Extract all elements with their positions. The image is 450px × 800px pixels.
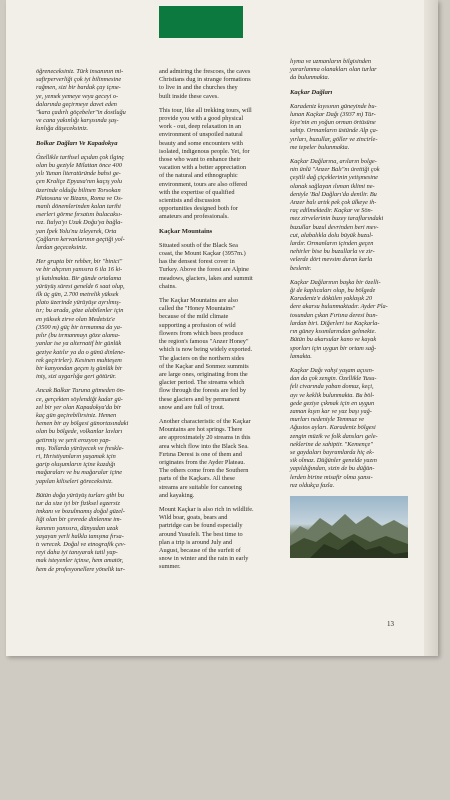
section-heading: Kaçkar Mountains: [159, 227, 213, 235]
paragraph: Ancak Balkar Turuna gitmeden ön- ce, gerçekten söylendiği kadar gü- zel bir yer olan Kapadokya'da bir kaç gün geçirebilirsiniz. Hemen hemen bir ay bölgesi günortasındaki olan bu bölgede, volkanlar lavları getirmiş ve şerit erozyon yap- mış. Yollarda yürüyecek ve freskle- ri, Hıristiyanların yaşamak için garip oluşumların içine kazdığı mağaraları ve bu mağaralar içine yapılan kiliseleri göreceksiniz.: [36, 387, 129, 485]
mountain-landscape-photo: [290, 496, 408, 558]
section-heading: Kaçkar Dağları: [290, 88, 333, 96]
page-number: 13: [387, 620, 394, 628]
paragraph: Mount Kaçkar is also rich in wildlife. Wild boar, goats, bears and partridge can be found especially around Yusufeli. The best time to plan a trip is around July and August, because of the surfeit of snow in winter and the rain in early summer.: [159, 505, 254, 571]
english-column: [159, 68, 277, 578]
paragraph: Her grupta bir rehber, bir "binici" ve bir ahçının yanısıra 6 ila 16 ki- şi katılmakta. Bir günde ortalama yürüyüş süresi genelde 6 saat olup, ilk üç gün, 2.700 metrelik yüksek plato üzerinde yürüyüşe ayrılmış- tır; bu arada, göze alabilenler için en yüksek zirve olan Medetsiz'e (3500 m) güç bir tırmanma da ya- pılır (bu tırmanmayı göze alama- yanlar ise ya alternatif bir günlük geziye katılır ya da o günü dinlene- rek geçirirler). Kesinen muhteşem bir kanyondan geçen iş günlük bir iniş, sizi uygarlığa geri götürür.: [36, 258, 126, 381]
page-edge: [424, 0, 438, 656]
paragraph: Karadeniz kıyısının güneyinde bu- lunan Kaçkar Dağı (3937 m) Tür- kiye'nin en yoğun orman örtüsüne sahip. Ormanların üstünde Alp ça- yırları, buzullar, göller ve zincirle- me tepeler bulunmakta.: [290, 102, 378, 151]
turkish-column-right: [290, 58, 408, 558]
paragraph: This tour, like all trekking tours, will provide you with a good physical work - out, deep relaxation in an environment of unspoiled natural beauty and some encounters with isolated, indigenous people. Yet, for those who want to enhance their vacation with a better appreciation of the natural and ethnographic environment, tours are also offered with the expertise of qualified scientists and discussion opportunities designed both for amateurs and professionals.: [159, 106, 252, 221]
paragraph: Kaçkar Dağlarına, arıların bolge- nin ünlü "Anzer Balı"nı ürettiği çok çeşitli dağ çiçeklerinin yetişmesine olanak sağlayan ılıman iklimi ne- deniyle 'Bal Dağları'da denilir. Bu Anzer balı artık pek çok ülkeye ih- raç edilmektedir. Kaçkar ve Sön- mez zirvelerinin buzey taraflarındaki buzullar buzul devrinden beri mev- cut, alabalıkla dolu büyük buzul- lardır. Ormanların içinden geçen nehirler bise bu buzullarla ve zir- velerde dört mevsim duran karla beslenir.: [290, 158, 384, 272]
paragraph: Özellikle tarihsel açıdan çok ilginç olan bu geziyle Milattan önce 400 yılı Yunan literatüründe bahsi ge- çen Kraliçe Epyaxa'nın kaçış yolu üzerinde olduğu bilinen Torsokan Platosunu ve Bizans, Roma ve Os- manlı dönemlerinden kalan tarihi eserleri görme fırsatını bulacaksı- nız. İtalya'yı Uzak Doğu'ya bağla- yan İpek Yolu'nu izleyerek, Orta Çağların kervanlarının geçtiği yol- lardan geçeceksiniz.: [36, 153, 125, 252]
paragraph: Kaçkar Dağı vahşi yaşam açısın- dan da çok zengin. Özellikle Yusu- feli civarında yaban domuz, keçi, ayı ve keklik bulunmakta. Bu böl- gede geziye çıkmak için en uygun zaman kışın kar ve yaz başı yağ- murları nedeniyle Temmuz ve Ağustos ayları. Karadeniz bölgesi zengin müzik ve folk dansları gele- neklerine de sahiptir. "Kemençe" se gaydaları bayramlarda hiç ek- sik olmaz. Düğünler genelde yazın yapıldığından, sizin de bu düğün- lerden birine misafir olma şansı- nız oldukça fazla.: [290, 366, 378, 489]
magazine-page: [6, 0, 438, 656]
paragraph: and admiring the frescoes, the caves Christians dug in strange formations to live in and the churches they built inside these caves.: [159, 68, 251, 100]
paragraph: Another characteristic of the Kaçkar Mountains are hot springs. There are approximately 20 streams in this area which flow into the Black Sea. Fırtına Deresi is one of them and originates from the Ayder Plateau. The others come from the Southern parts of the Kaçkars. All these streams are suitable for canoeing and kayaking.: [159, 417, 251, 499]
paragraph: lıyma ve uzmanların bilgisinden yararlanma olanakları olan turlar da bulunmakta.: [290, 58, 377, 82]
paragraph: öğreneceksiniz. Türk insanının mi- safirperverliği çok iyi bilinmesine rağmen, sizi bir bardak çay içme- ye, yemek yemeye veya geceyi o- dalarında geçirmeye davet eden "kara çadırlı göçebeler"in dostluğu ve cana yakınlığı karşısında şaş- kınlığa düşeceksiniz.: [36, 68, 126, 133]
green-header-block: [159, 6, 243, 38]
paragraph: Situated south of the Black Sea coast, the Mount Kaçkar (3957m.) has the densest forest cover in Turkey. Above the forest are Alpine meadows, glaciers, lakes and summit chains.: [159, 241, 253, 290]
paragraph: Kaçkar Dağlarının başka bir özelli- ği de kaplıcaları olup, bu bölgede Karadeniz'e dökülen yaklaşık 20 dere akarsu bulunmaktadır. Ayder Pla- tosundan çıkan Fırtına deresi bun- lardan biri. Diğerleri ise Kaçkarla- rın güney kısımlarından gelmekte. Bütün bu akarsular kano ve kayak sporları için uygun bir ortam sağ- lamakta.: [290, 278, 388, 360]
paragraph: Bütün doğa yürüyüş turları gibi bu tur da size iyi bir fiziksel egzersiz imkanı ve bozulmamış doğal güzel- liği olan bir çevrede dinlenme im- kanının yanısıra, dünyadan uzak yaşayan yerli halkla tanışma fırsa- tı verecek. Doğal ve etnografik çev- reyi daha iyi tanıyarak tatil yap- mak isteyenler içinse, hem amatör, hem de profesyonellere yönelik tur-: [36, 491, 126, 573]
section-heading: Bolkar Dağları Ve Kapadokya: [36, 139, 118, 147]
paragraph: The Kaçkar Mountains are also called the "Honey Mountains" because of the mild climate supporting a profusion of wild flowers from which bees produce the region's famous "Anzer Honey" which is now being widely exported. The glaciers on the northern sides of the Kaçkar and Sonmez summits are large ones, originating from the glacier period. The streams which flow through the forests are fed by these glaciers and by permanent snow and are full of trout.: [159, 297, 253, 411]
turkish-column-left: [36, 68, 148, 580]
